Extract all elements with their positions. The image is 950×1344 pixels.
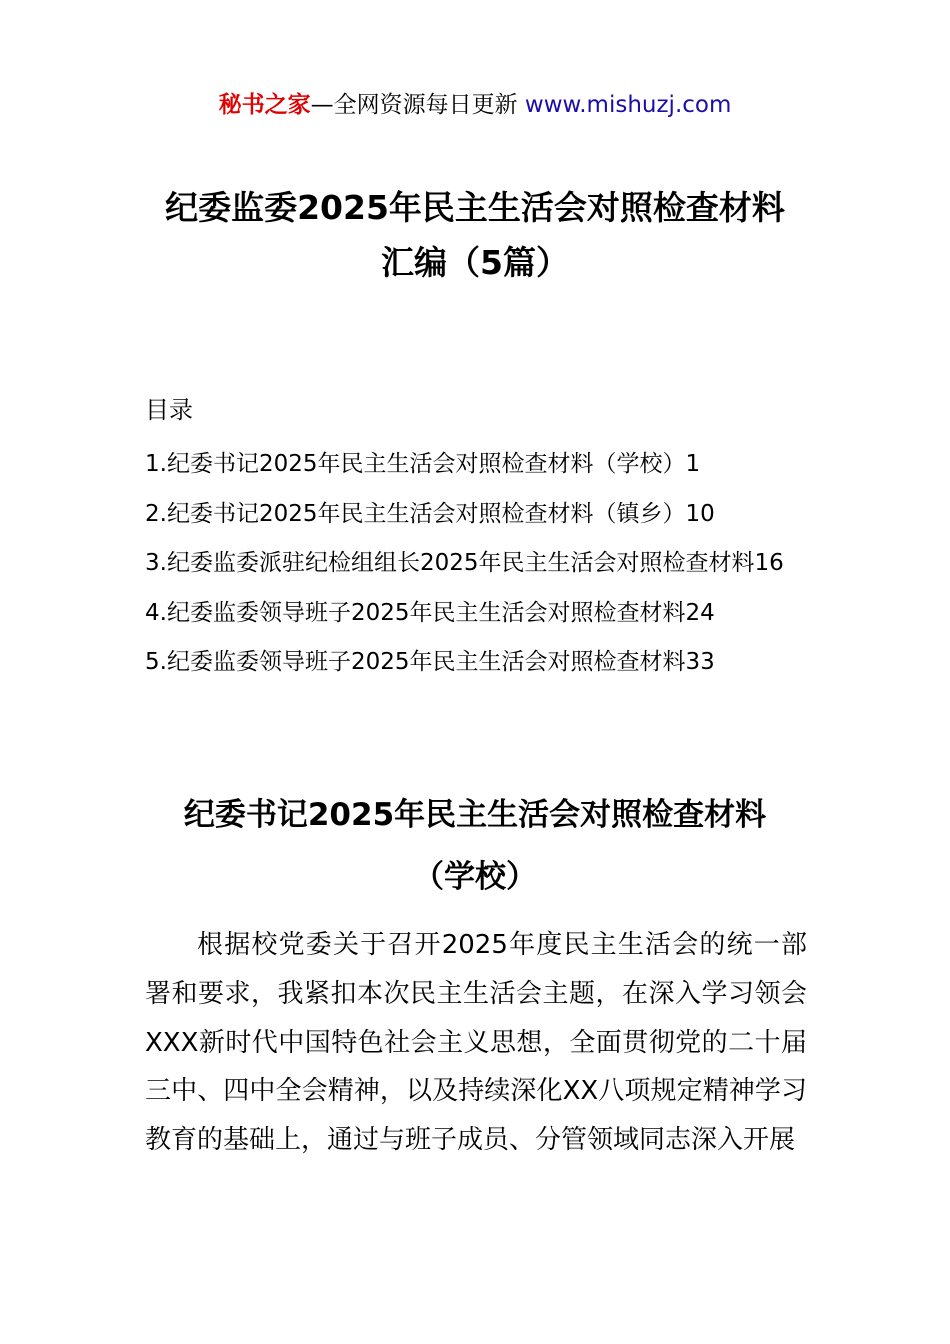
toc-heading: 目录 (145, 396, 193, 424)
toc-item-2[interactable]: 2.纪委书记2025年民主生活会对照检查材料（镇乡）10 (145, 500, 715, 527)
brand-name: 秘书之家 (218, 92, 311, 118)
site-header (0, 88, 950, 122)
toc-item-3[interactable]: 3.纪委监委派驻纪检组组长2025年民主生活会对照检查材料16 (145, 550, 784, 577)
toc-item-5[interactable]: 5.纪委监委领导班子2025年民主生活会对照检查材料33 (145, 649, 715, 676)
section-title-line-2: （学校） (413, 859, 537, 895)
table-of-contents (145, 440, 815, 688)
toc-item-1[interactable]: 1.纪委书记2025年民主生活会对照检查材料（学校）1 (145, 451, 701, 477)
section-title-line-1: 纪委书记2025年民主生活会对照检查材料 (183, 797, 767, 833)
section-title (145, 784, 805, 908)
toc-item-4[interactable]: 4.纪委监委领导班子2025年民主生活会对照检查材料24 (145, 599, 715, 626)
document-title-line-2: 汇编（5篇） (381, 243, 569, 282)
site-url-link[interactable]: www.mishuzj.com (524, 92, 732, 118)
header-tagline: —全网资源每日更新 (310, 92, 525, 118)
document-title-line-1: 纪委监委2025年民主生活会对照检查材料 (165, 188, 785, 227)
document-title (100, 180, 850, 290)
section-paragraph: 根据校党委关于召开2025年度民主生活会的统一部署和要求，我紧扣本次民主生活会主题，在深入学习领会XXX新时代中国特色社会主义思想，全面贯彻党的二十届三中、四中全会精神，以及持续深化XX八项规定精神学习教育的基础上，通过与班子成员、分管领域同志深入开展 (145, 930, 807, 1156)
